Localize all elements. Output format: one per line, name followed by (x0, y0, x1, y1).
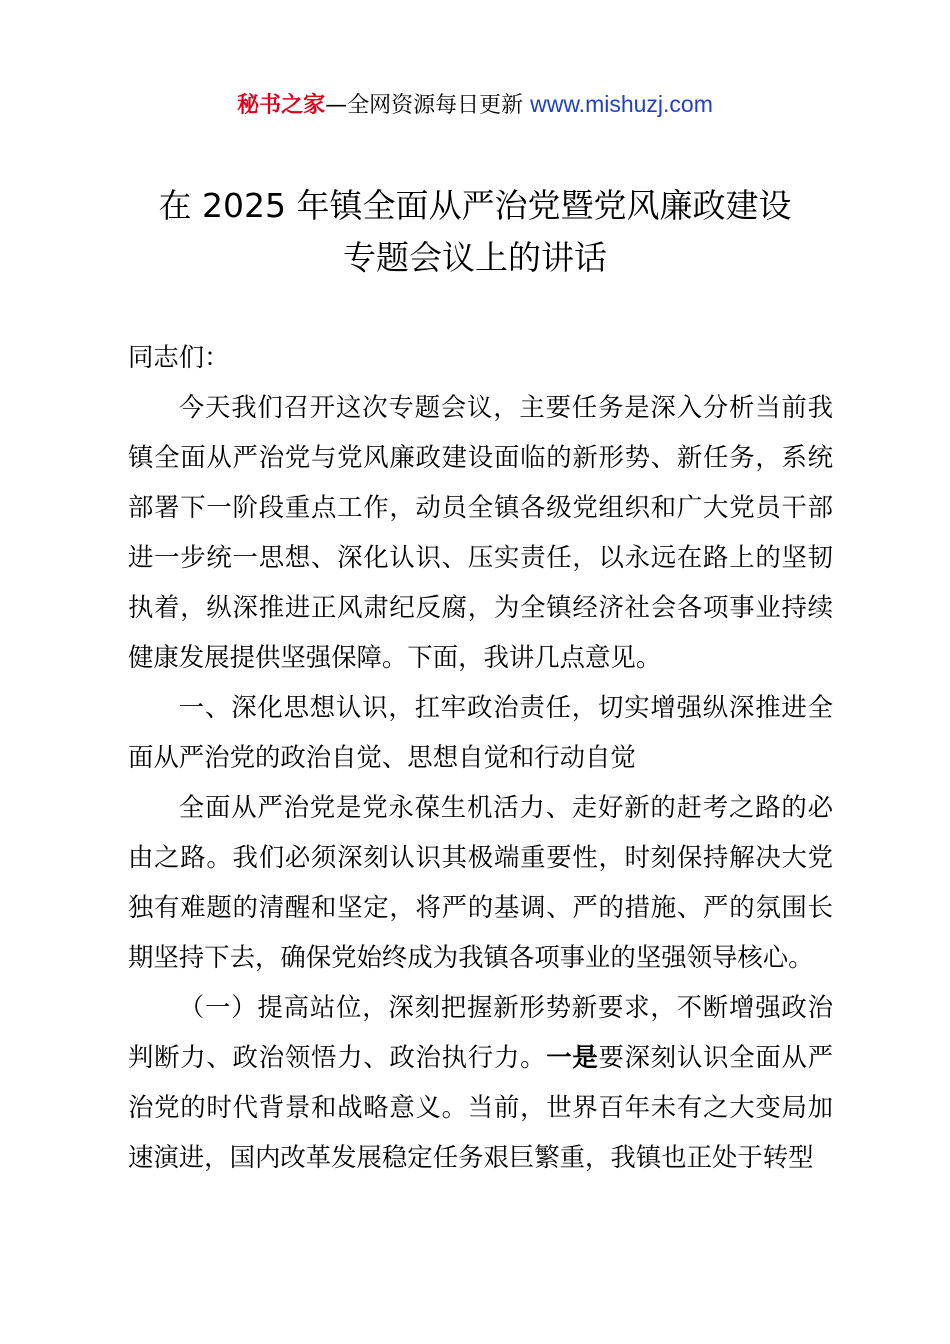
paragraph-section1: 全面从严治党是党永葆生机活力、走好新的赶考之路的必由之路。我们必须深刻认识其极端重要性，时刻保持解决大党独有难题的清醒和坚定，将严的基调、严的措施、严的氛围长期坚持下去，确保党始终成为我镇各项事业的坚强领导核心。 (128, 792, 833, 972)
subsection-text: 要深刻认识全面从严治党的时代背景和战略意义。当前，世界百年未有之大变局加速演进，国内改革发展稳定任务艰巨繁重，我镇也正处于转型 (128, 1042, 834, 1172)
document-body (128, 332, 833, 1182)
paragraph-intro: 今天我们召开这次专题会议，主要任务是深入分析当前我镇全面从严治党与党风廉政建设面临的新形势、新任务，系统部署下一阶段重点工作，动员全镇各级党组织和广大党员干部进一步统一思想、深化认识、压实责任，以永远在路上的坚韧执着，纵深推进正风肃纪反腐，为全镇经济社会各项事业持续健康发展提供坚强保障。下面，我讲几点意见。 (128, 392, 833, 672)
site-banner (0, 88, 950, 122)
section-heading-1: 一、深化思想认识，扛牢政治责任，切实增强纵深推进全面从严治党的政治自觉、思想自觉和行动自觉 (128, 692, 833, 772)
document-title (100, 180, 850, 284)
point-marker-first: 一是 (546, 1042, 599, 1072)
title-line-1: 在 2025 年镇全面从严治党暨党风廉政建设 (158, 186, 792, 225)
brand-name: 秘书之家 (237, 93, 326, 118)
subsection-lead: （一）提高站位，深刻把握新形势新要求，不断增强政治判断力、政治领悟力、政治执行力。 (128, 992, 833, 1072)
paragraph-subsection1 (128, 982, 833, 1182)
site-url-link[interactable]: www.mishuzj.com (530, 91, 713, 117)
banner-slogan: —全网资源每日更新 (325, 93, 531, 118)
salutation: 同志们： (128, 342, 230, 372)
title-line-2: 专题会议上的讲话 (343, 238, 607, 277)
